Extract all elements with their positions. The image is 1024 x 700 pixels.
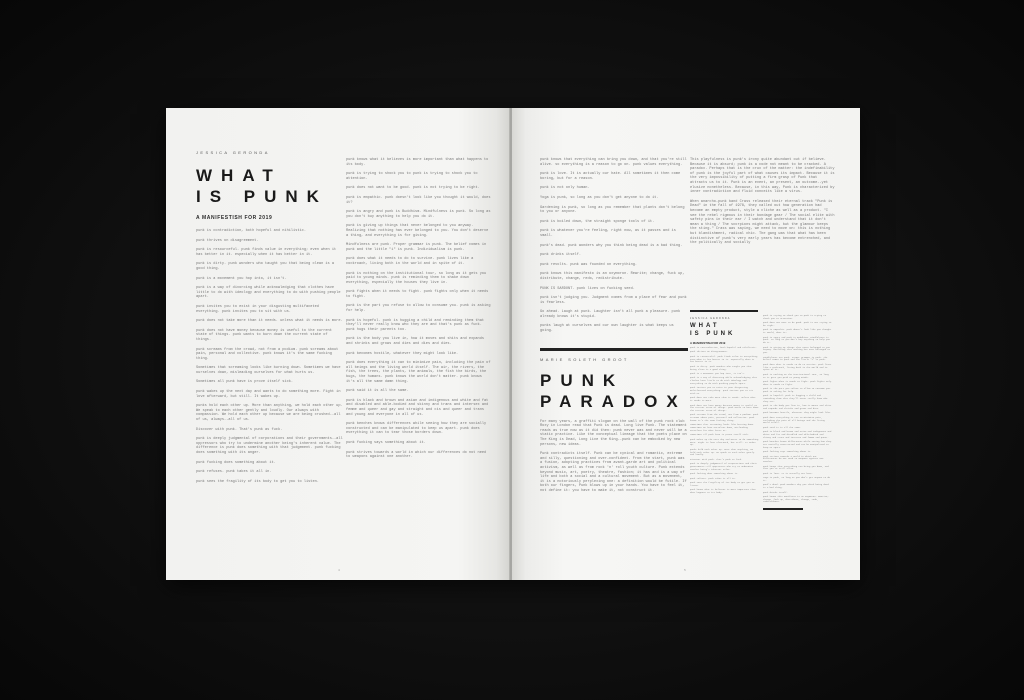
insert-author: JESSICA GERONDA <box>690 317 731 320</box>
paragraph: Punk contradicts itself. Punk can be cynical and romantic, extreme and silly, questioning and over-confident. From the start, punk was a fusion, adopting practices from avant-garde art and political activism, as well as from rock 'n' roll youth culture. Punk extends beyond music, art, poetry, theatre, fashion; it has and is a way of life and both a social and a cultural movement. But as a movement, it is a notoriously perplexing one: a definition would be futile. If both our fingers, Punk blows up in your hands. You have to feel it, not define it: you have to make it, not construct it. <box>540 452 687 493</box>
paragraph: punk strives towards a world in which our differences do not need to weapons against one another. <box>346 450 487 460</box>
paragraph: punk is trying to shock you to punk is trying to shock you to attention. <box>346 172 478 181</box>
paragraph: punk is a way of divorcing while acknowledging that clothes have little to do with ideology and everything to do with pushing people apart. <box>690 376 757 385</box>
paragraph: Discover with punk. That's punk as fuck. <box>196 427 283 432</box>
paragraph: punk fucking does something about it. <box>690 472 739 476</box>
paragraph: punk benches knows differences while seeing how they are socially constructed and can be manipulated to keep us apart. punk does everything it can to tear those borders down. <box>346 422 487 436</box>
paragraph: punk is a movement you hop into, it isn't. <box>196 276 287 281</box>
paragraph: punk drinks itself. <box>540 253 581 258</box>
paragraph: punk sees the fragility of its body to get you to listen. <box>196 479 319 484</box>
paragraph: punk knows what it believes is more important than what happens to its body. <box>346 158 489 167</box>
paragraph: punk fucking does something about it. <box>196 460 276 465</box>
paragraph: punk becomes hostile, whatever they might look like. <box>346 351 459 356</box>
paragraph: punk is a movement you hop into, it isn't. <box>690 371 746 375</box>
page-number-right: 5 <box>684 569 686 572</box>
paragraph: punk is resourceful. punk finds value in everything; even when it has better in it. especially when it has better in it. <box>196 248 337 257</box>
paradox-title-line-1: PUNK <box>540 370 625 390</box>
paragraph: punk benches knows differences while seeing how they are socially constructed and can be manipulated to keep us apart. <box>763 440 832 449</box>
paragraph: punk is nothing on the institutional tour, so long as it gets you paid to young minds. <box>763 372 829 379</box>
paragraph: punk fights when it needs to fight. punk fights only when it needs to fight. <box>763 379 832 386</box>
paragraph: punk does not take more than it needs. unless what it needs is more. <box>196 319 343 324</box>
paragraph: punk does not have money because money is useful to the current state of things. punk wants to burn down the current state of things. <box>196 328 332 342</box>
paragraph: Sometimes all punk have is prove itself sick. <box>690 433 750 437</box>
paragraph: This playfulness is punk's irony quite abundant out if believe. Because it is absurd; punk is a code not meant to be cracked. A paradox. Perhaps that is the crux of the matter: the indefinability of punk is the joyful part of what causes its impact. Because it is the very impossibility of putting a firm grasp of Punk that attracts us to it. Punk is an event, an present, an outcome--yet elusive nonetheless. Because, in this way, Punk is characterized by inner contradiction and fluid conceits like a virus. <box>690 158 835 195</box>
paragraph: punk screams from the crowd, not from a podium. punk screams about pain, personal and collective. punk knows it's the same fucking thing. <box>690 413 759 423</box>
paragraph: punk wakes up the next day and wants to do something more. Fight in love afterward, but still. It wakes up. <box>196 390 341 399</box>
right-column-1 <box>540 158 688 499</box>
right-column-1-text <box>540 158 688 334</box>
paragraph: punk wakes up the next day and wants to do something more. Fight in love afterward, but still. It wakes up. <box>690 437 759 447</box>
paragraph: punk knows this manifesto is an oxymoron. Rewrite; change, fuck up, distribute, change, redo, redistribute. <box>763 494 829 504</box>
paragraph: punk is deeply judgmental of corporations and their governments--all oppressors who try to undermine another being's inherent value. The difference is punk does something with that judgement. punk fucking does something with its anger. <box>196 437 343 455</box>
paragraph: punk revolts. punk was founded on everything. <box>540 262 638 267</box>
paragraph: punk is hopeful. punk is hugging a child and reminding them that they'll never really know who they are. <box>763 394 828 403</box>
paragraph: punk strives towards a world in which our differences do not need to weapons against one another. <box>763 454 824 464</box>
paragraph: punk's dead. punk wonders why you think being dead is a bad thing. <box>540 243 683 248</box>
article-title-line-2: IS PUNK <box>196 187 328 206</box>
right-column-2-text <box>690 158 836 246</box>
paragraph: Go ahead. Laugh at punk. Laughter isn't all punk a pleasure. punk already knows it's stupid. <box>540 310 681 319</box>
page-number-left: 4 <box>338 569 340 572</box>
paragraph: punk is nothing on the institutional tour, so long as it gets you paid to young minds. punk is reminding them to shake down everything, especially the houses they live in. <box>346 271 487 285</box>
paragraph: Sometimes all punk have is prove itself sick. <box>196 380 294 385</box>
paragraph: Yoga is punk, so long as you don't get anyone to do it. <box>540 195 659 200</box>
paragraph: punk is dirty. punk wonders who taught you that being clean is a good thing. <box>690 364 752 371</box>
paragraph: punk knows what it believes is more important than what happens to its body. <box>690 488 756 494</box>
insert-subtitle: A MANIFESTISH FOR 2019 <box>690 341 726 345</box>
paragraph: punk is deeply judgmental of corporations and their governments--all oppressors who try to undermine another being's inherent value. <box>690 462 757 471</box>
paragraph: punk thrives on disagreement. <box>196 238 259 243</box>
paragraph: punk knows that everything can bring you down, and that you're still alive. <box>763 464 829 471</box>
paragraph: punk invites you to exist in your disgusting multifaceted everything. punk invites you to sit with us. <box>196 304 319 314</box>
paragraph: punks laugh at ourselves and our own laughter is what keeps us going. <box>540 324 674 334</box>
paragraph: punk drinks itself. <box>763 490 788 494</box>
paragraph: punk is the part you refuse to allow to consume you. punk is asking for help. <box>346 304 491 314</box>
magazine-spread <box>166 108 860 580</box>
paragraph: punk fucking says something about it. <box>346 440 426 445</box>
paragraph: Sometimes that screaming looks like burning down. Sometimes we have ourselves down, misleading ourselves for what hurts us. <box>196 366 341 375</box>
paragraph: punk refuses. punk takes it all in. <box>196 470 272 475</box>
insert-title-line-1: WHAT <box>690 323 720 329</box>
paragraph: punk does what it needs to do to survive. punk lives like a cockroach, living both in the world and in spite of it. <box>763 362 832 372</box>
article-subtitle: A MANIFESTISH FOR 2019 <box>196 215 273 221</box>
paragraph: punk is empathic. punk doesn't look like you thought it would, does it? <box>346 195 491 205</box>
paragraph: Yoga is punk, so long as you don't get anyone to do it. <box>763 476 830 482</box>
paragraph: punk does not want to be good. punk is not trying to be right. <box>346 186 480 191</box>
paragraph: Discover with punk. That's punk as fuck. <box>690 457 743 461</box>
paragraph: punk does not want to be good. punk is not trying to be right. <box>763 321 832 327</box>
paragraph: punk is angry and punk is Buddhism. Mindfulness is punk. So long as you don't buy anything to help you do it. <box>346 210 491 219</box>
title-rule <box>540 348 688 351</box>
paragraph: punk is resourceful. punk finds value in everything; even when it has better in it. especially when it has better in it. <box>690 354 759 364</box>
paragraph: punk fights when it needs to fight. punk fights only when it needs to fight. <box>346 290 489 299</box>
paragraph: punk is the part you refuse to allow to consume you. punk is asking for help. <box>763 387 832 393</box>
paragraph: PUNK IS SARDONT. punk lives on fucking seed. <box>540 286 635 291</box>
paragraph: punk refuses. punk takes it all in. <box>690 476 736 480</box>
article-title-line-1: WHAT <box>196 166 282 185</box>
paragraph: Mindfulness are punk. Proper grammar is punk. The belief comes in punk and the little "i" is punk. Individualism is punk. <box>346 243 487 252</box>
insert-column-2-text <box>763 315 832 504</box>
left-article-column-1 <box>196 150 344 489</box>
paragraph: punk does everything it can to minimize pain, including the pain of all beings and the living world itself. <box>763 415 825 425</box>
paragraph: punk is boiled down, the straight sponge tools of it. <box>540 219 655 224</box>
paragraph: punk is a way of divorcing while acknowledging that clothes have little to do with ideology and everything to do with pushing people apart. <box>196 286 341 300</box>
paragraph: punk isn't judging you. Judgment comes from a place of fear and punk is fearless. <box>540 296 687 305</box>
paragraph: punk does what it needs to do to survive. punk lives like a cockroach, living both in the world and in spite of it. <box>346 257 474 266</box>
left-article-column-2 <box>346 158 492 465</box>
paragraph: punk knows this manifesto is an oxymoron. Rewrite; change, fuck up, distribute, change, redo, redistribute. <box>540 272 685 281</box>
paragraph: punk does everything it can to minimize pain, including the pain of all beings and the living world itself. The air, the rivers, the fish, the trees, the plants, the animals, the fish the birds, the bugs, the humans. punk knows the world don't matter. punk knows it's all the same damn thing. <box>346 361 491 384</box>
paragraph: Sometimes that screaming looks like burning down. Sometimes we have ourselves down, misleading ourselves for what hurts us. <box>690 423 755 433</box>
paragraph: punk is trying to shock you to punk is trying to shock you to attention. <box>763 314 827 320</box>
paragraph: Gardening is punk, so long as you remember that plants don't belong to you or anyone. <box>540 205 685 215</box>
right-page <box>512 108 860 580</box>
paragraph: punk becomes hostile, whatever they might look like. <box>763 411 832 415</box>
paragraph: punk screams from the crowd, not from a podium. punk screams about pain, personal and collective. punk knows it's the same fucking thing. <box>196 347 339 361</box>
paragraph: For many years, a graffiti slogan on the wall of the punk rock club Roxy in London read that Punk is dead. Long live Punk. The statement reads as true now as it did then: punk never was and never will be a static practice. Like the conceptual lineage that the poets place on The King is Dead, Long Live the King--punk can be embodied by new persons, new ideas. <box>540 419 687 447</box>
insert-column-1-text <box>690 347 759 495</box>
paradox-title-line-2: PARADOX <box>540 391 687 411</box>
paragraph: punk is dirty. punk wonders who taught you that being clean is a good thing. <box>196 262 335 271</box>
paragraph: punk is the body you live in, how it moves and shits and expands and shrinks and grows and dies. <box>763 404 832 411</box>
insert-columns <box>690 315 832 510</box>
paragraph: punk said it is all the same. <box>346 389 409 394</box>
insert-end-rule <box>763 508 803 510</box>
paragraph: punk is contradiction, both hopeful and nihilistic. <box>690 346 757 349</box>
paragraph: punk is not only human. <box>540 186 590 191</box>
paragraph: punk invites you to exist in your disgusting multifaceted everything. punk invites you to sit with us. <box>690 386 754 395</box>
paragraph: punk is contradiction, both hopeful and nihilistic. <box>196 229 306 233</box>
paragraph: punk is black and brown and asian and indigenous and white and fat and disabled and able-bodied and skinny and trans and intersex and femme and queer. <box>763 430 832 439</box>
insert-title-line-2: IS PUNK <box>690 330 736 337</box>
paragraph: punks hold each other up. More than anything, we hold each other up. We speak to each other gently and loudly. <box>690 447 755 457</box>
paragraph: punk is empathic. punk doesn't look like you thought it would, does it? <box>763 328 832 335</box>
article-author: JESSICA GERONDA <box>196 150 270 155</box>
insert-column-1 <box>690 315 759 510</box>
paragraph: punk is angry and punk is Buddhism. Mindfulness is punk. So long as you don't buy anything to help you do it. <box>763 335 830 345</box>
paradox-author: MARIE SOLETH GROOT <box>540 356 629 362</box>
paragraph: punk is love. It is actually our hate. All sometimes it then come boring, but for a reason. <box>540 172 681 181</box>
paragraph: punk thrives on disagreement. <box>690 350 729 354</box>
paragraph: punk is whatever you're feeling, right now, as it passes and is small. <box>540 229 676 238</box>
paragraph: Mindfulness are punk. Proper grammar is punk. The belief comes in punk and the little "i" is punk. <box>763 355 828 362</box>
left-page <box>166 108 510 580</box>
insert-rule <box>690 310 758 312</box>
insert-page <box>690 310 832 510</box>
paragraph: punk knows that everything can bring you down, and that you're still alive. so everything is a reason to go on. punk values everything. <box>540 158 687 167</box>
paragraph: punk is the body you live in, how it moves and shits and expands and shrinks and grows and dies and dies and dies. <box>346 337 485 347</box>
left-column-2-text <box>346 158 492 460</box>
paragraph: punk does not have money because money is useful to the current state of things. punk wants to burn down the current state of things. <box>690 403 759 413</box>
paragraph: punk sees the fragility of its body to get you to listen. <box>690 480 755 487</box>
paragraph: punk fucking says something about it. <box>763 450 812 454</box>
paragraph: punk is giving up things that never belonged to you anyway. Realizing that nothing has ever belonged to you. You don't deserve a thing, and everything is for giving. <box>346 224 489 238</box>
paragraph: punk is black and brown and asian and indigenous and white and fat and disabled and able-bodied and skinny and trans and intersex and femme and queer and gay and straight and cis and queer and trans and young and everyone in all of us. <box>346 398 489 417</box>
paragraph: punk does not take more than it needs. unless what it needs is more. <box>690 396 756 403</box>
right-column-2 <box>690 158 836 251</box>
paragraph: punk is hopeful. punk is hugging a child and reminding them that they'll never really know who they are and that's punk as fuck. punk hugs their parents too. <box>346 318 485 332</box>
left-column-1-text <box>196 229 344 484</box>
paragraph: When anarcho-punk band Crass released their eternal track "Punk is Dead" in the fall of 1978, they called out how generation had become an empty product, style a cliche as well as a product. "I see the rebel rigmous in their bondage gear / The social elite with safety pins in their ear / I watch and understand that it don't mean a thing / The scorpions might attack, but the glamour keeps the sting." Crass was saying, we need to move on: this is nothing but blandishment, radical chic. The gang was that what has been distinctive of punk's very early years has become entrenched, and the politically and socially <box>690 199 835 246</box>
paragraph: punk is love. It is actually our hate. <box>763 471 813 475</box>
paragraph: punks hold each other up. More than anything, we hold each other up. We speak to each other gently and loudly. Our always with compassion. We hold each other up because we are being crushed--all of us, always--all of us. <box>196 404 343 423</box>
paradox-body-text <box>540 420 688 494</box>
insert-column-2 <box>763 315 832 510</box>
paragraph: punk said it is all the same. <box>763 425 802 429</box>
paragraph: punk is giving up things that never belonged to you anyway. Realizing that nothing has ever belonged to you. <box>763 345 830 355</box>
paragraph: punk's dead. punk wonders why you think being dead is a bad thing. <box>763 483 829 490</box>
